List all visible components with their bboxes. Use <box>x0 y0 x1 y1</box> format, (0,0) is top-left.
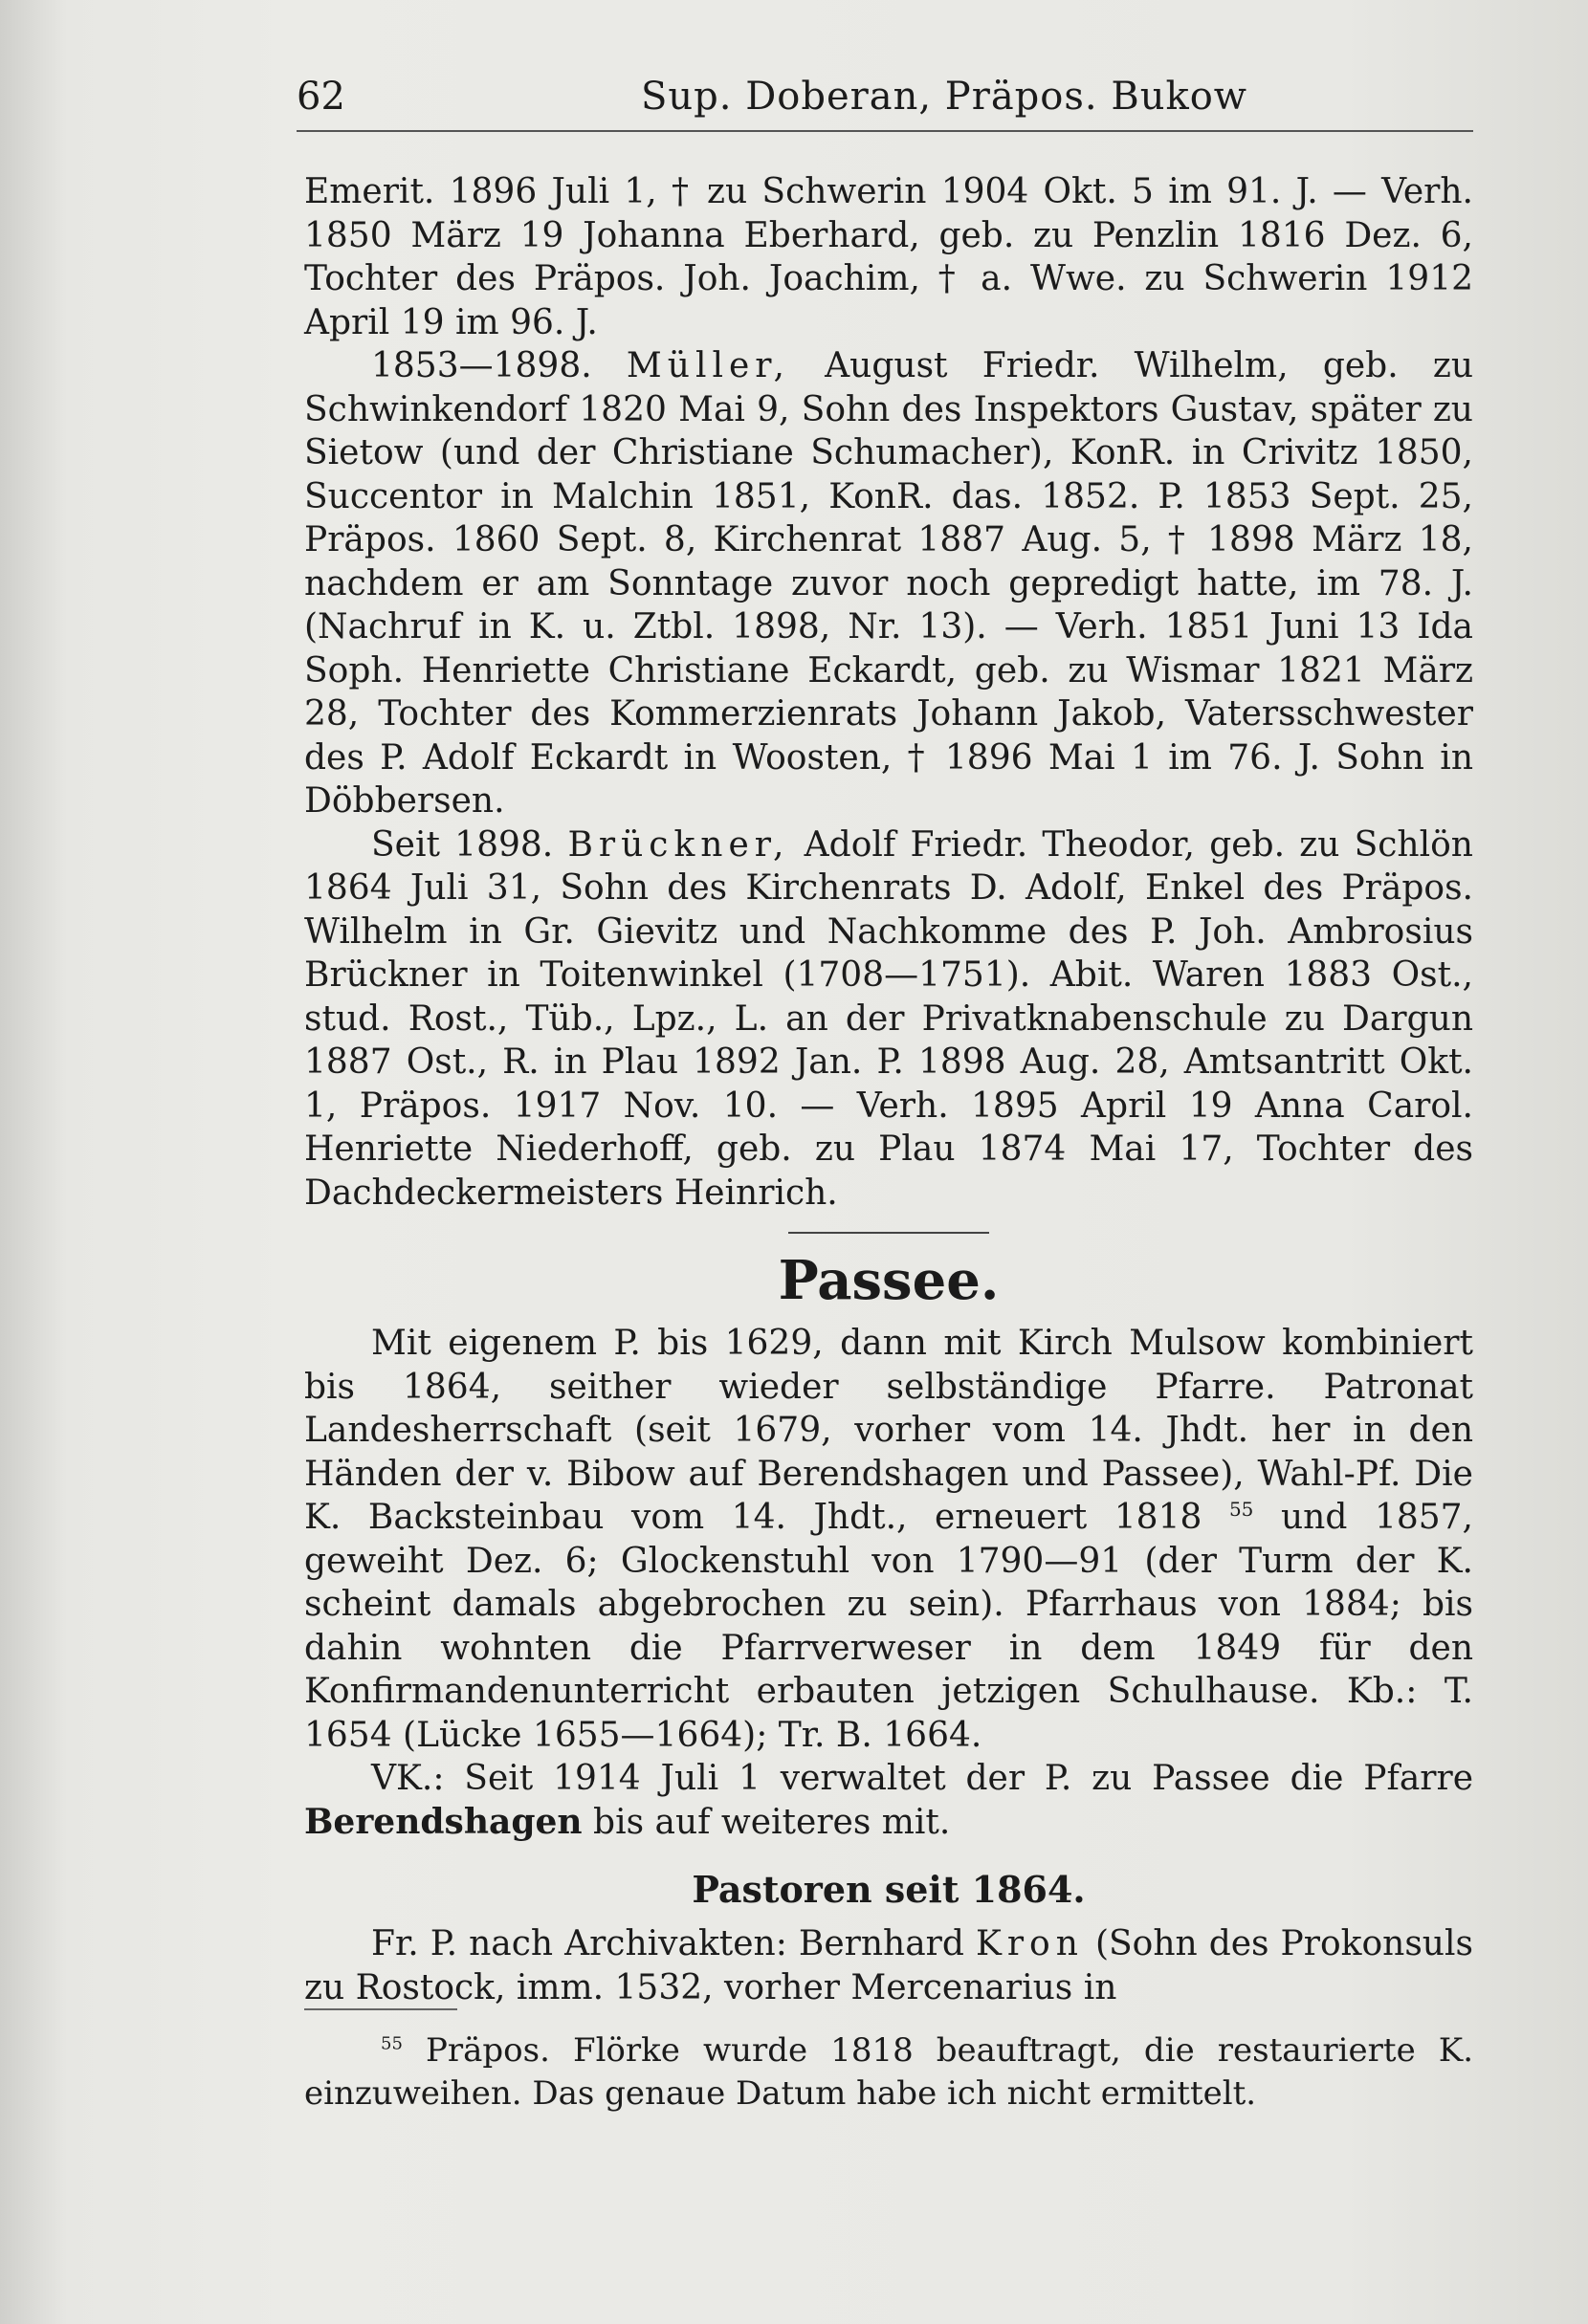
pastor-entry-mueller <box>304 344 1473 823</box>
entry-years: Seit 1898. <box>371 824 554 865</box>
header-rule <box>297 130 1473 132</box>
entry-text: August Friedr. Wilhelm, geb. zu Schwinkendorf 1820 Mai 9, Sohn des Inspektors Gustav, später zu Sietow (und der Christiane Schumacher), KonR. in Crivitz 1850, Succentor in Malchin 1851, KonR. das. 1852. P. 1853 Sept. 25, Präpos. 1860 Sept. 8, Kirchenrat 1887 Aug. 5, † 1898 März 18, nachdem er am Sonntage zuvor noch gepredigt hatte, im 78. J. (Nachruf in K. u. Ztbl. 1898, Nr. 13). — Verh. 1851 Juni 13 Ida Soph. Henriette Christiane Eckardt, geb. zu Wismar 1821 März 28, Tochter des Kommerzienrats Johann Jakob, Vatersschwester des P. Adolf Eckardt in Woosten, † 1896 Mai 1 im 76. J. Sohn in Döbbersen. <box>304 346 1473 821</box>
pastor-name: Kron <box>975 1924 1084 1963</box>
footnote <box>304 2029 1473 2116</box>
parish-description: Mit eigenem P. bis 1629, dann mit Kirch Mulsow kombiniert bis 1864, seither wieder selbständige Pfarre. Patronat Landesherrschaft (seit 1679, vorher vom 14. Jhdt. her in den Händen der v. Bibow auf Berendshagen und Passee), Wahl-Pf. Die K. Backsteinbau vom 14. Jhdt., erneuert 1818 $^{55}$ und 1857, geweiht Dez. 6; Glockenstuhl von 1790—91 (der Turm der K. scheint damals abgebrochen zu sein). Pfarrhaus von 1884; bis dahin wohnten die Pfarrverweser in dem 1849 für den Konfirmandenunterricht erbauten jetzigen Schulhause. Kb.: T. 1654 (Lücke 1655—1664); Tr. B. 1664. <box>304 1324 1473 1755</box>
place-name: Berendshagen <box>304 1801 583 1842</box>
pastor-entry-brueckner <box>304 823 1473 1216</box>
entry-text: Adolf Friedr. Theodor, geb. zu Schlön 1864 Juli 31, Sohn des Kirchenrats D. Adolf, Enkel des Präpos. Wilhelm in Gr. Gievitz und Nachkomme des P. Joh. Ambrosius Brückner in Toitenwinkel (1708—1751). Abit. Waren 1883 Ost., stud. Rost., Tüb., Lpz., L. an der Privatknabenschule zu Dargun 1887 Ost., R. in Plau 1892 Jan. P. 1898 Aug. 28, Amtsantritt Okt. 1, Präpos. 1917 Nov. 10. — Verh. 1895 April 19 Anna Carol. Henriette Niederhoff, geb. zu Plau 1874 Mai 17, Tochter des Dachdeckermeisters Heinrich. <box>304 824 1473 1213</box>
pastor-name: Müller, <box>626 346 790 385</box>
footnote-text: Präpos. Flörke wurde 1818 beauftragt, die restaurierte K. einzuweihen. Das genaue Datum habe ich nicht ermittelt. <box>304 2031 1474 2113</box>
section-title: Passee. <box>778 1249 1000 1312</box>
subsection-title: Pastoren seit 1864. <box>692 1868 1086 1911</box>
page-header <box>297 75 1473 122</box>
section-divider <box>788 1232 989 1234</box>
entry-years: 1853—1898. <box>371 346 592 385</box>
entry-continuation: Emerit. 1896 Juli 1, † zu Schwerin 1904 Okt. 5 im 91. J. — Verh. 1850 März 19 Johanna Eberhard, geb. zu Penzlin 1816 Dez. 6, Tochter des Präpos. Joh. Joachim, † a. Wwe. zu Schwerin 1912 April 19 im 96. J. <box>304 172 1473 342</box>
vacancy-note: VK.: Seit 1914 Juli 1 verwaltet der P. zu Passee die Pfarre Berendshagen bis auf weiteres mit. <box>304 1759 1473 1842</box>
pastor-name: Brückner, <box>567 824 790 865</box>
footnote-rule <box>304 2008 457 2010</box>
running-head: Sup. Doberan, Präpos. Bukow <box>641 75 1248 119</box>
footnote-number: 55 <box>381 2033 403 2054</box>
footnote-reference: 55 <box>1228 1498 1254 1521</box>
page-number: 62 <box>297 75 345 119</box>
pastor-entry-kron: Fr. P. nach Archivakten: Bernhard Kron (Sohn des Prokonsuls zu Rostock, imm. 1532, vorher Mercenarius in <box>304 1924 1473 2007</box>
main-text <box>304 170 1473 2009</box>
